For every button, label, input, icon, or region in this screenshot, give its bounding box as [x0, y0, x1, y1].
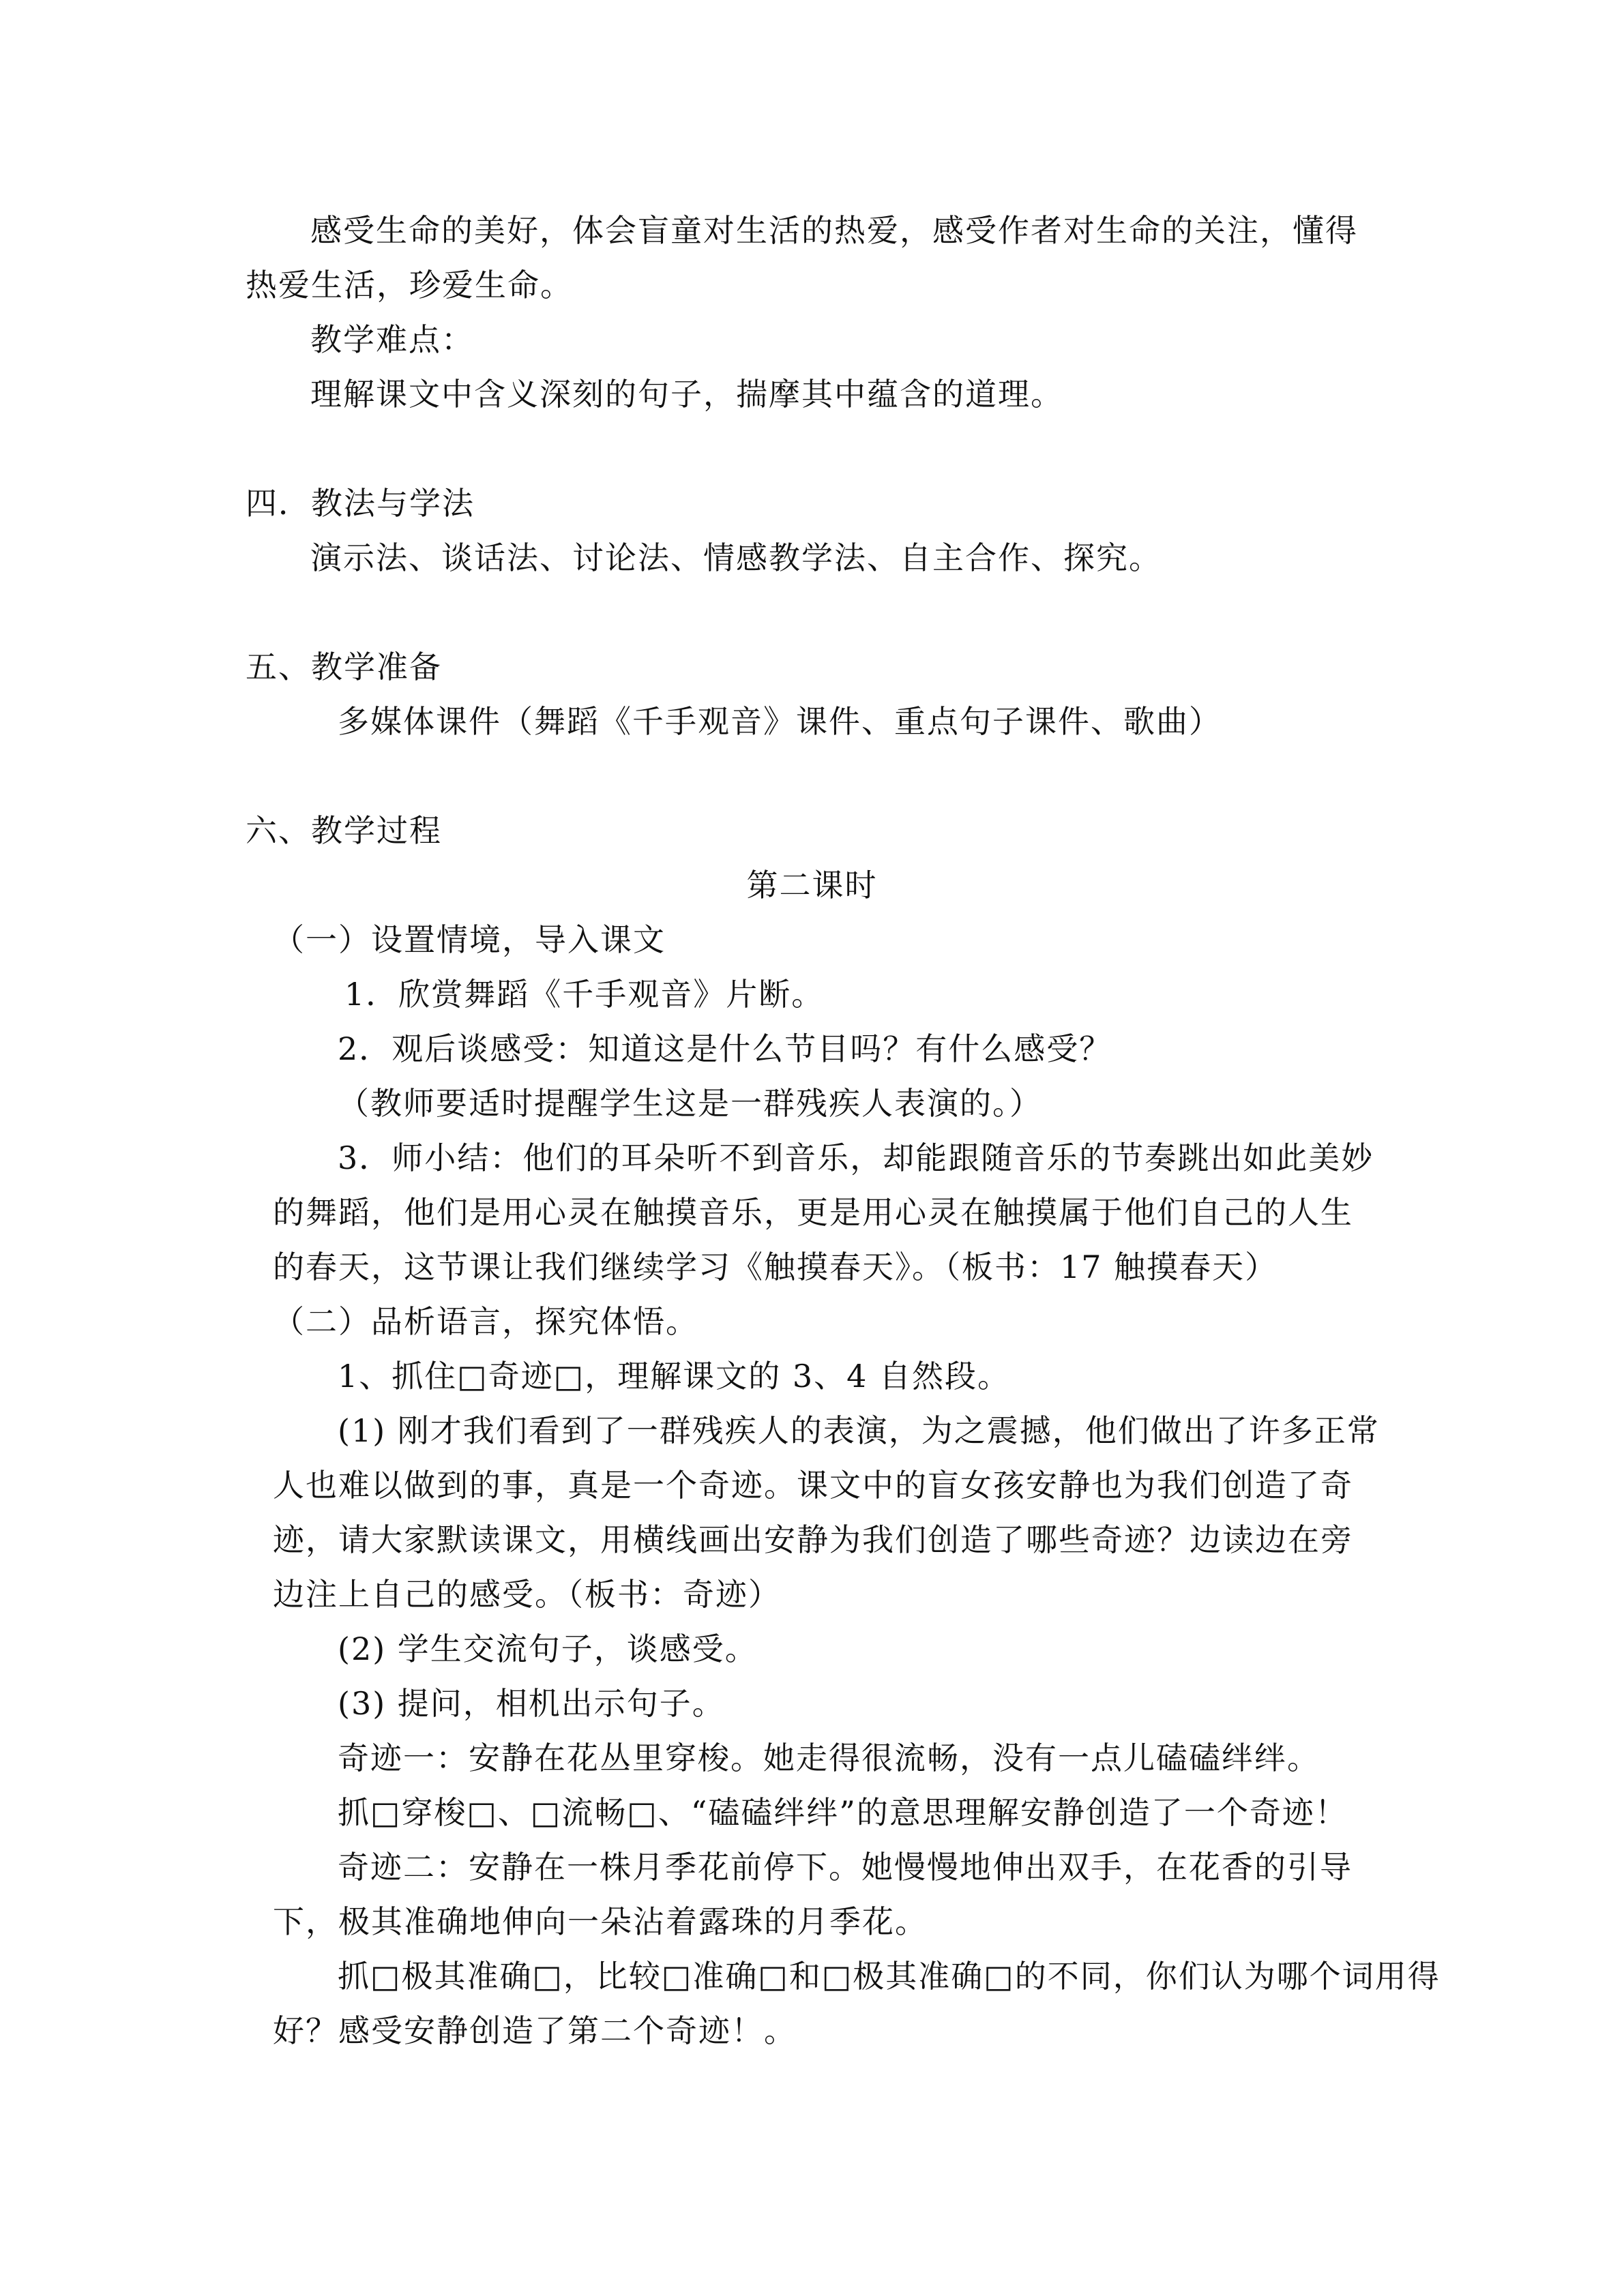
subsection-heading: （二）品析语言，探究体悟。 [273, 1303, 698, 1340]
paragraph-line: 奇迹一：安静在花丛里穿梭。她走得很流畅，没有一点儿磕磕绊绊。 [338, 1740, 1320, 1776]
section-label: 教学难点： [310, 321, 474, 358]
paragraph-line: 演示法、谈话法、讨论法、情感教学法、自主合作、探究。 [310, 539, 1162, 576]
paragraph-line: 多媒体课件（舞蹈《千手观音》课件、重点句子课件、歌曲） [338, 703, 1222, 740]
list-item: 2．观后谈感受：知道这是什么节目吗？有什么感受？ [338, 1030, 1112, 1067]
subsection-heading: （一）设置情境，导入课文 [273, 921, 666, 958]
section-heading: 五、教学准备 [246, 648, 442, 685]
paragraph-line: 好？感受安静创造了第二个奇迹！。 [273, 2012, 797, 2049]
list-item: (1) 刚才我们看到了一群残疾人的表演，为之震撼，他们做出了许多正常 [338, 1412, 1380, 1449]
paragraph-line: 感受生命的美好，体会盲童对生活的热爱，感受作者对生命的关注，懂得 [310, 212, 1358, 249]
paragraph-line: 理解课文中含义深刻的句子，揣摩其中蕴含的道理。 [310, 376, 1063, 413]
list-item: 3．师小结：他们的耳朵听不到音乐，却能跟随音乐的节奏跳出如此美妙 [338, 1139, 1374, 1176]
paragraph-line: 迹，请大家默读课文，用横线画出安静为我们创造了哪些奇迹？边读边在旁 [273, 1521, 1353, 1558]
paragraph-line: 热爱生活，珍爱生命。 [246, 267, 573, 303]
paragraph-line: 人也难以做到的事，真是一个奇迹。课文中的盲女孩安静也为我们创造了奇 [273, 1467, 1353, 1504]
list-item: (2) 学生交流句子，谈感受。 [338, 1630, 758, 1667]
paragraph-line: 抓□极其准确□，比较□准确□和□极其准确□的不同，你们认为哪个词用得 [338, 1958, 1441, 1995]
section-heading: 四．教法与学法 [246, 485, 475, 522]
paragraph-line: 的舞蹈，他们是用心灵在触摸音乐，更是用心灵在触摸属于他们自己的人生 [273, 1194, 1353, 1231]
paragraph-line: 下，极其准确地伸向一朵沾着露珠的月季花。 [273, 1903, 928, 1940]
paragraph-line: 奇迹二：安静在一株月季花前停下。她慢慢地伸出双手，在花香的引导 [338, 1849, 1353, 1885]
paragraph-line: 的春天，这节课让我们继续学习《触摸春天》。（板书：17 触摸春天） [273, 1249, 1278, 1285]
list-item: 1、抓住□奇迹□，理解课文的 3、4 自然段。 [338, 1358, 1010, 1395]
list-item: 1．欣赏舞蹈《千手观音》片断。 [344, 976, 825, 1013]
lesson-subtitle: 第二课时 [746, 867, 878, 904]
section-heading: 六、教学过程 [246, 812, 442, 849]
paragraph-line: （教师要适时提醒学生这是一群残疾人表演的。） [338, 1085, 1042, 1122]
list-item: (3) 提问，相机出示句子。 [338, 1685, 725, 1722]
paragraph-line: 抓□穿梭□、□流畅□、“磕磕绊绊”的意思理解安静创造了一个奇迹！ [338, 1794, 1348, 1831]
paragraph-line: 边注上自己的感受。（板书：奇迹） [273, 1576, 781, 1613]
